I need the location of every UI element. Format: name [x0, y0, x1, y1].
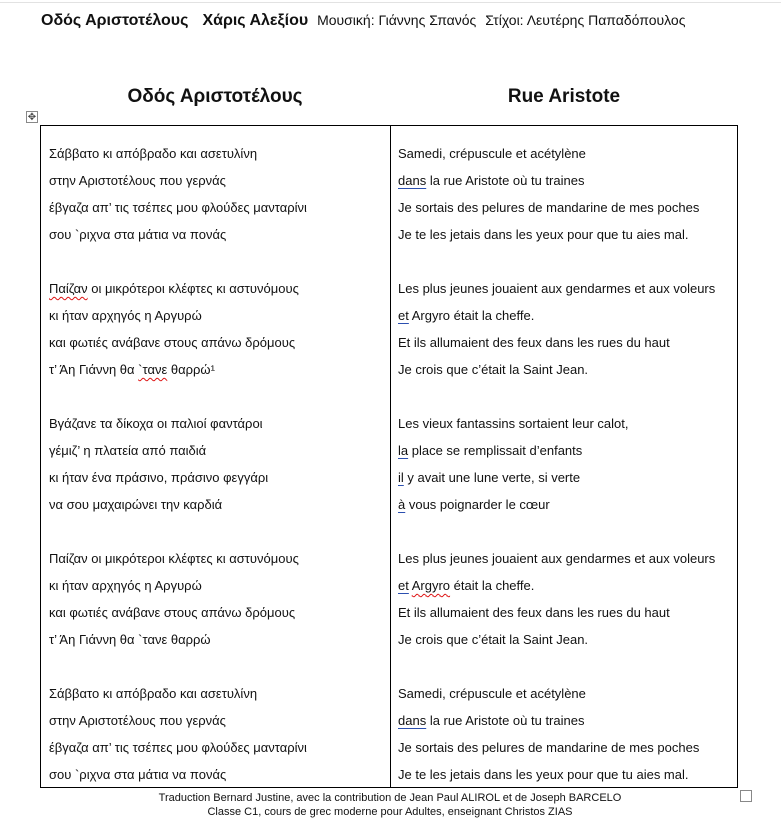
french-stanza-3	[398, 414, 737, 522]
greek-line: Παίζαν οι μικρότεροι κλέφτες κι αστυνόμους	[49, 281, 299, 296]
french-line: Les plus jeunes jouaient aux gendarmes et aux voleurs	[398, 281, 716, 296]
french-line: dans la rue Aristote où tu traines	[398, 173, 585, 188]
greek-stanza-1	[49, 144, 390, 252]
greek-line: στην Αριστοτέλους που γερνάς	[49, 173, 226, 188]
french-line: la place se remplissait d’enfants	[398, 443, 583, 458]
french-line: Et ils allumaient des feux dans les rues du haut	[398, 605, 670, 620]
french-line: Je sortais des pelures de mandarine de mes poches	[398, 200, 700, 215]
page-top-edge	[0, 2, 781, 6]
french-lyrics-cell[interactable]	[391, 126, 737, 787]
lyrics-credit: Στίχοι: Λευτέρης Παπαδόπουλος	[485, 12, 686, 28]
document-header	[41, 12, 685, 30]
song-title: Οδός Αριστοτέλους	[41, 12, 189, 29]
table-resize-handle-icon[interactable]	[740, 790, 752, 802]
spellcheck-word: Παίζαν	[49, 281, 88, 296]
greek-line: κι ήταν αρχηγός η Αργυρώ	[49, 308, 202, 323]
grammar-flag-word: à	[398, 497, 406, 512]
greek-line: τ’ Άη Γιάννη θα `τανε θαρρώ¹	[49, 362, 215, 377]
footer-line-1: Traduction Bernard Justine, avec la contribution de Jean Paul ALIROL et de Joseph BARCELO	[158, 792, 622, 804]
french-line: à vous poignarder le cœur	[398, 497, 550, 512]
greek-line: Σάββατο κι απόβραδο και ασετυλίνη	[49, 686, 258, 701]
french-stanza-4	[398, 549, 737, 657]
greek-stanza-5	[49, 684, 390, 792]
french-line: dans la rue Aristote où tu traines	[398, 713, 585, 728]
singer-name: Χάρις Αλεξίου	[202, 12, 309, 29]
greek-line: κι ήταν ένα πράσινο, πράσινο φεγγάρι	[49, 470, 269, 485]
music-credit: Μουσική: Γιάννης Σπανός	[317, 12, 477, 28]
grammar-flag-word: et	[398, 578, 409, 593]
lyrics-table	[40, 125, 738, 788]
spellcheck-word: `τανε	[138, 362, 168, 377]
greek-line: σου `ριχνα στα μάτια να πονάς	[49, 227, 227, 242]
greek-lyrics-cell[interactable]	[41, 126, 391, 787]
french-stanza-1	[398, 144, 737, 252]
greek-line: Σάββατο κι απόβραδο και ασετυλίνη	[49, 146, 258, 161]
grammar-flag-word: dans	[398, 173, 427, 188]
grammar-flag-word: la	[398, 443, 409, 458]
french-line: Je crois que c’était la Saint Jean.	[398, 632, 589, 647]
greek-line: και φωτιές ανάβανε στους απάνω δρόμους	[49, 605, 296, 620]
grammar-flag-word: et	[398, 308, 409, 323]
greek-stanza-2	[49, 279, 390, 387]
french-line: Et ils allumaient des feux dans les rues du haut	[398, 335, 670, 350]
greek-line: Βγάζανε τα δίκοχα οι παλιοί φαντάροι	[49, 416, 263, 431]
grammar-flag-word: dans	[398, 713, 427, 728]
spellcheck-word: Argyro	[411, 578, 451, 593]
greek-line: και φωτιές ανάβανε στους απάνω δρόμους	[49, 335, 296, 350]
french-line: Samedi, crépuscule et acétylène	[398, 146, 586, 161]
french-line: Je te les jetais dans les yeux pour que tu aies mal.	[398, 767, 689, 782]
french-line: Les plus jeunes jouaient aux gendarmes et aux voleurs	[398, 551, 716, 566]
french-line: Je crois que c’était la Saint Jean.	[398, 362, 589, 377]
greek-line: κι ήταν αρχηγός η Αργυρώ	[49, 578, 202, 593]
footer-line-2: Classe C1, cours de grec moderne pour Adultes, enseignant Christos ZIAS	[207, 806, 573, 818]
translation-credits	[41, 791, 739, 819]
greek-line: Παίζαν οι μικρότεροι κλέφτες κι αστυνόμους	[49, 551, 299, 566]
french-line: Je sortais des pelures de mandarine de mes poches	[398, 740, 700, 755]
french-stanza-5	[398, 684, 737, 792]
french-line: Samedi, crépuscule et acétylène	[398, 686, 586, 701]
greek-column-title: Οδός Αριστοτέλους	[127, 86, 303, 107]
french-line: Les vieux fantassins sortaient leur calot,	[398, 416, 629, 431]
greek-line: σου `ριχνα στα μάτια να πονάς	[49, 767, 227, 782]
greek-line: έβγαζα απ’ τις τσέπες μου φλούδες μανταρίνι	[49, 200, 307, 215]
french-column-title: Rue Aristote	[507, 86, 621, 107]
french-line: Je te les jetais dans les yeux pour que tu aies mal.	[398, 227, 689, 242]
greek-line: να σου μαχαιρώνει την καρδιά	[49, 497, 223, 512]
greek-line: έβγαζα απ’ τις τσέπες μου φλούδες μανταρίνι	[49, 740, 307, 755]
greek-line: γέμιζ’ η πλατεία από παιδιά	[49, 443, 207, 458]
french-line: et Argyro était la cheffe.	[398, 308, 535, 323]
table-move-handle-icon[interactable]: ✥	[27, 112, 37, 123]
french-stanza-2	[398, 279, 737, 387]
greek-stanza-4	[49, 549, 390, 657]
french-line: et Argyro était la cheffe.	[398, 578, 535, 593]
french-line: il y avait une lune verte, si verte	[398, 470, 581, 485]
greek-line: στην Αριστοτέλους που γερνάς	[49, 713, 226, 728]
greek-stanza-3	[49, 414, 390, 522]
greek-line: τ’ Άη Γιάννη θα `τανε θαρρώ	[49, 632, 211, 647]
grammar-flag-word: il	[398, 470, 404, 485]
